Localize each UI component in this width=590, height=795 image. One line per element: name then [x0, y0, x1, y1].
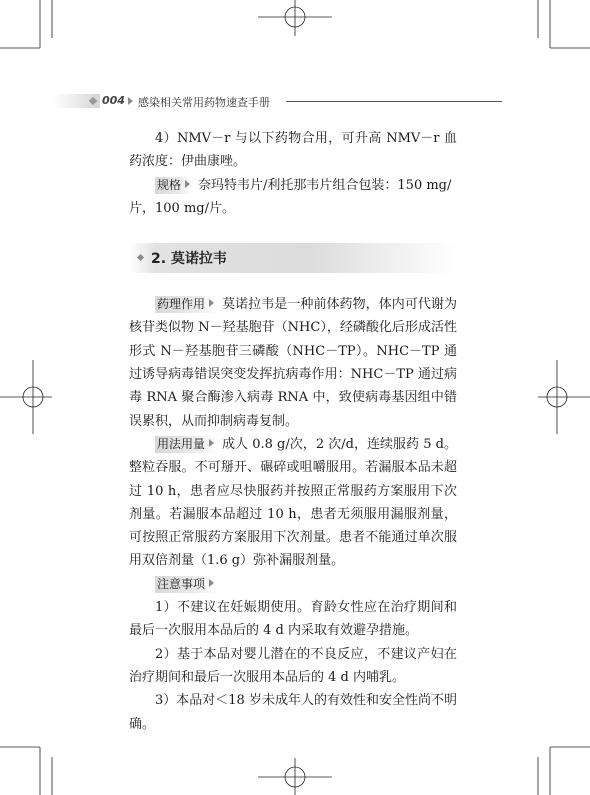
- dosage-text: 成人 0.8 g/次，2 次/d，连续服药 5 d。整粒吞服。不可掰开、碾碎或咀嚼服用。若漏服本品未超过 10 h，患者应尽快服药并按照正常服药方案服用下次剂量。若漏服本品超过 10 h，患者无须服用漏服剂量，可按照正常服药方案服用下次剂量。患者不能通过单次服用双倍剂量（1.6 g）弥补漏服剂量。: [129, 436, 457, 569]
- section-title: 2. 莫诺拉韦: [151, 251, 227, 268]
- precautions-label-tag: [155, 576, 216, 593]
- dosage-paragraph: [129, 433, 457, 573]
- pharmacology-label-tag: [155, 296, 216, 313]
- header-rule: [286, 101, 502, 102]
- running-header: [52, 94, 452, 110]
- precautions-heading: [129, 573, 457, 596]
- triangle-right-icon: [209, 579, 214, 587]
- section-heading-bar: [129, 243, 457, 273]
- triangle-right-icon: [128, 97, 133, 105]
- triangle-right-icon: [209, 439, 214, 447]
- page-number: 004: [102, 94, 125, 107]
- triangle-right-icon: [209, 299, 214, 307]
- triangle-right-icon: [185, 180, 190, 188]
- pharmacology-paragraph: [129, 293, 457, 433]
- page-body: [129, 127, 457, 736]
- running-title: 感染相关常用药物速查手册: [138, 96, 270, 109]
- precautions-label: 注意事项: [157, 576, 206, 591]
- dosage-label-tag: [155, 436, 216, 453]
- spec-label: 规格: [157, 177, 182, 192]
- spec-paragraph: [129, 174, 457, 221]
- diamond-icon: [137, 254, 144, 261]
- spec-text: 奈玛特韦片/利托那韦片组合包装：150 mg/片，100 mg/片。: [129, 177, 452, 216]
- spec-label-tag: [155, 177, 192, 194]
- precaution-item: 3）本品对＜18 岁未成年人的有效性和安全性尚不明确。: [129, 693, 457, 732]
- pharmacology-text: 莫诺拉韦是一种前体药物，体内可代谢为核苷类似物 N－羟基胞苷（NHC），经磷酸化后形成活性形式 N－羟基胞苷三磷酸（NHC－TP）。NHC－TP 通过诱导病毒错误突变发挥抗病毒作用：NHC－TP 通过病毒 RNA 聚合酶渗入病毒 RNA 中，致使病毒基因组中错误累积，从而抑制病毒复制。: [129, 297, 457, 429]
- precaution-item: 1）不建议在妊娠期使用。育龄女性应在治疗期间和最后一次服用本品后的 4 d 内采取有效避孕措施。: [129, 600, 457, 639]
- interaction-note: 4）NMV－r 与以下药物合用，可升高 NMV－r 血药浓度：伊曲康唑。: [129, 131, 457, 170]
- precaution-item: 2）基于本品对婴儿潜在的不良反应，不建议产妇在治疗期间和最后一次服用本品后的 4 d 内哺乳。: [129, 646, 457, 685]
- pharmacology-label: 药理作用: [157, 297, 206, 312]
- dosage-label: 用法用量: [157, 436, 206, 451]
